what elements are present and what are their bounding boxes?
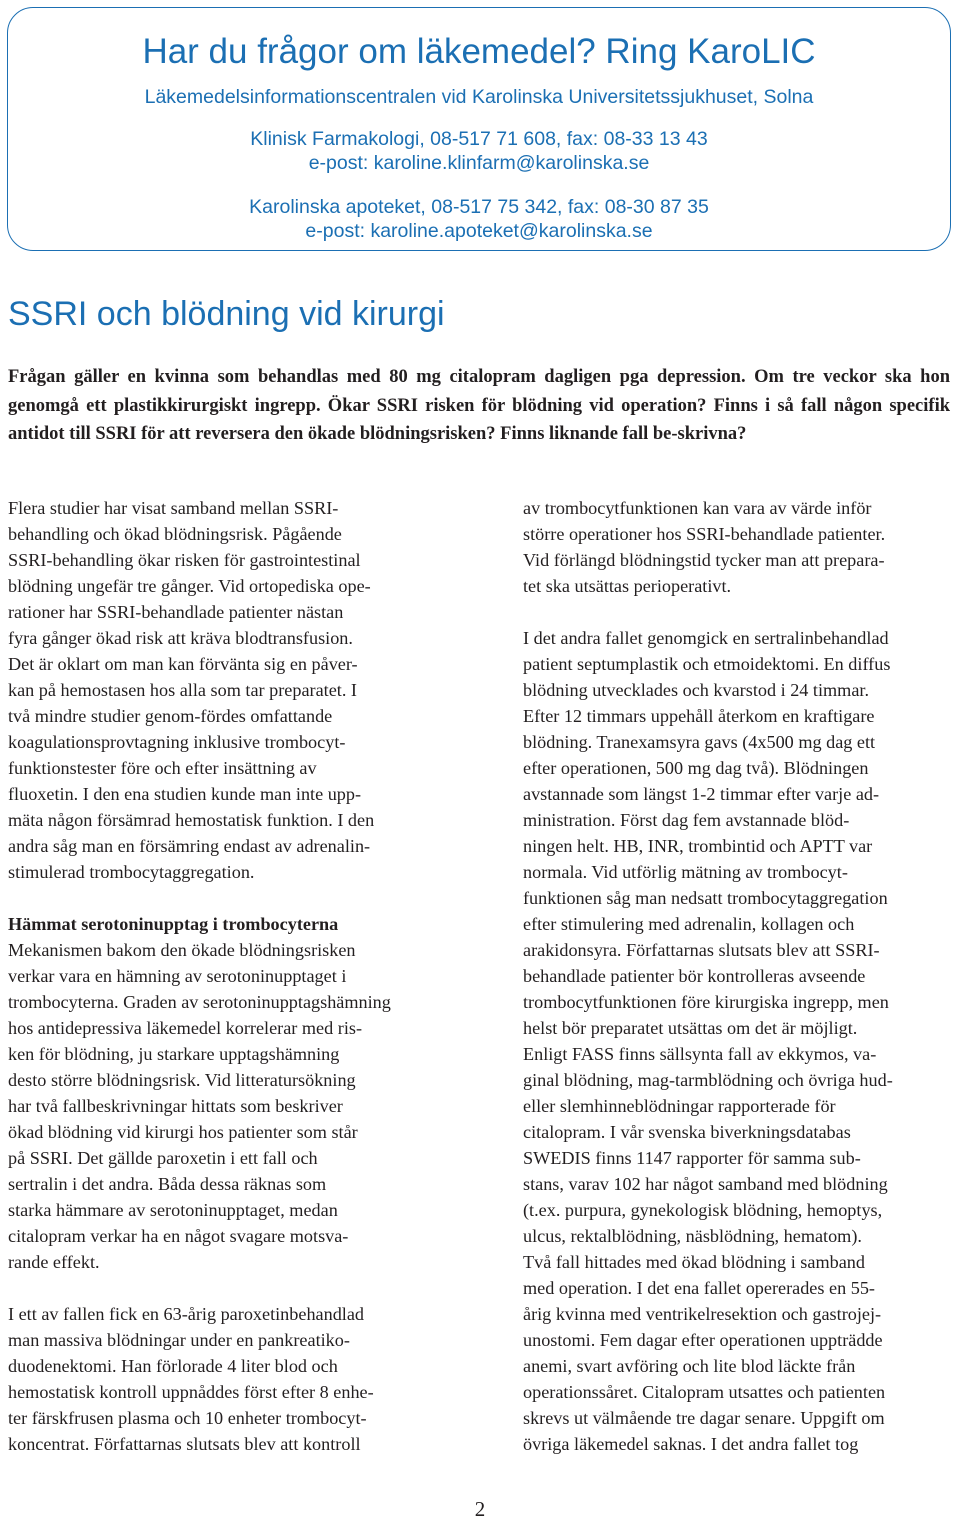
text-line: citalopram verkar ha en något svagare motsva- bbox=[8, 1226, 349, 1246]
text-line: behandlade patienter bör kontrolleras avseende bbox=[523, 966, 866, 986]
text-line: ter färskfrusen plasma och 10 enheter trombocyt- bbox=[8, 1408, 367, 1428]
text-line: andra såg man en försämring endast av adrenalin- bbox=[8, 836, 371, 856]
pharmacy-contact: Karolinska apoteket, 08-517 75 342, fax: 08-30 87 35 bbox=[249, 196, 709, 218]
text-line: större operationer hos SSRI-behandlade patienter. bbox=[523, 524, 886, 544]
text-line: unostomi. Fem dagar efter operationen uppträdde bbox=[523, 1330, 883, 1350]
text-line: funktionstester före och efter insättning av bbox=[8, 758, 317, 778]
text-line: koagulationsprovtagning inklusive trombocyt- bbox=[8, 732, 346, 752]
text-line: rande effekt. bbox=[8, 1252, 100, 1272]
text-line: starka hämmare av serotoninupptaget, medan bbox=[8, 1200, 338, 1220]
text-line: kan på hemostasen hos alla som tar preparatet. I bbox=[8, 680, 357, 700]
text-line: stans, varav 102 har något samband med blödning bbox=[523, 1174, 888, 1194]
text-line: patient septumplastik och etmoidektomi. En diffus bbox=[523, 654, 891, 674]
text-line: behandling och ökad blödningsrisk. Pågående bbox=[8, 524, 342, 544]
section-heading: Hämmat serotoninupptag i trombocyterna bbox=[8, 914, 339, 934]
text-line: duodenektomi. Han förlorade 4 liter blod och bbox=[8, 1356, 338, 1376]
text-line: med operation. I det ena fallet opererades en 55- bbox=[523, 1278, 875, 1298]
text-line: två mindre studier genom-fördes omfattande bbox=[8, 706, 333, 726]
text-line: ginal blödning, mag-tarmblödning och övriga hud- bbox=[523, 1070, 893, 1090]
text-line: (t.ex. purpura, gynekologisk blödning, hemoptys, bbox=[523, 1200, 883, 1220]
header-title: Har du frågor om läkemedel? Ring KaroLIC bbox=[142, 32, 816, 71]
text-line: ulcus, rektalblödning, näsblödning, hematom). bbox=[523, 1226, 862, 1246]
text-line: blödning. Tranexamsyra gavs (4x500 mg dag ett bbox=[523, 732, 876, 752]
text-line: har två fallbeskrivningar hittats som beskriver bbox=[8, 1096, 343, 1116]
text-line: SWEDIS finns 1147 rapporter för samma sub- bbox=[523, 1148, 861, 1168]
text-line: ökad blödning vid kirurgi hos patienter som står bbox=[8, 1122, 358, 1142]
left-paragraph-3 bbox=[8, 1301, 438, 1457]
text-line: efter operationen, 500 mg dag två). Blödningen bbox=[523, 758, 869, 778]
text-line: hos antidepressiva läkemedel korrelerar med ris- bbox=[8, 1018, 363, 1038]
text-line: Flera studier har visat samband mellan SSRI- bbox=[8, 498, 339, 518]
text-line: Mekanismen bakom den ökade blödningsrisken bbox=[8, 940, 356, 960]
text-line: blödning ungefär tre gånger. Vid ortopediska ope- bbox=[8, 576, 371, 596]
right-paragraph-1 bbox=[523, 495, 953, 599]
text-line: trombocyterna. Graden av serotoninupptagshämning bbox=[8, 992, 391, 1012]
header-subtitle: Läkemedelsinformationscentralen vid Karolinska Universitetssjukhuset, Solna bbox=[144, 86, 814, 108]
text-line: SSRI-behandling ökar risken för gastrointestinal bbox=[8, 550, 361, 570]
text-line: mäta någon försämrad hemostatisk funktion. I den bbox=[8, 810, 375, 830]
text-line: I det andra fallet genomgick en sertralinbehandlad bbox=[523, 628, 889, 648]
text-line: Vid förlängd blödningstid tycker man att prepara- bbox=[523, 550, 885, 570]
text-line: årig kvinna med ventrikelresektion och gastrojej- bbox=[523, 1304, 882, 1324]
text-line: blödning utvecklades och kvarstod i 24 timmar. bbox=[523, 680, 870, 700]
text-line: Det är oklart om man kan förvänta sig en påver- bbox=[8, 654, 358, 674]
page-title: SSRI och blödning vid kirurgi bbox=[8, 295, 445, 333]
text-line: arakidonsyra. Författarnas slutsats blev att SSRI- bbox=[523, 940, 880, 960]
text-line: operationssåret. Citalopram utsattes och patienten bbox=[523, 1382, 886, 1402]
text-line: övriga läkemedel saknas. I det andra fallet tog bbox=[523, 1434, 859, 1454]
left-paragraph-2 bbox=[8, 937, 438, 1275]
page-number: 2 bbox=[474, 1497, 486, 1521]
contact-info-box bbox=[7, 7, 951, 251]
text-line: fyra gånger ökad risk att kräva blodtransfusion. bbox=[8, 628, 353, 648]
text-line: rationer har SSRI-behandlade patienter nästan bbox=[8, 602, 344, 622]
text-line: tet ska utsättas perioperativt. bbox=[523, 576, 732, 596]
text-line: ministration. Först dag fem avstannade blöd- bbox=[523, 810, 850, 830]
right-column bbox=[523, 495, 953, 1457]
left-column bbox=[8, 495, 438, 1457]
paragraph-gap bbox=[8, 885, 438, 911]
text-line: I ett av fallen fick en 63-årig paroxetinbehandlad bbox=[8, 1304, 365, 1324]
text-line: skrevs ut välmående tre dagar senare. Uppgift om bbox=[523, 1408, 885, 1428]
pharmacology-email: e-post: karoline.klinfarm@karolinska.se bbox=[308, 152, 650, 174]
text-line: funktionen såg man nedsatt trombocytaggregation bbox=[523, 888, 888, 908]
text-line: man massiva blödningar under en pankreatiko- bbox=[8, 1330, 350, 1350]
text-line: normala. Vid utförlig mätning av trombocyt- bbox=[523, 862, 848, 882]
text-line: fluoxetin. I den ena studien kunde man inte upp- bbox=[8, 784, 362, 804]
text-line: sertralin i det andra. Båda dessa räknas som bbox=[8, 1174, 327, 1194]
text-line: Två fall hittades med ökad blödning i samband bbox=[523, 1252, 865, 1272]
text-line: desto större blödningsrisk. Vid litteratursökning bbox=[8, 1070, 356, 1090]
text-line: avstannade som längst 1-2 timmar efter varje ad- bbox=[523, 784, 880, 804]
text-line: på SSRI. Det gällde paroxetin i ett fall och bbox=[8, 1148, 318, 1168]
text-line: Efter 12 timmars uppehåll återkom en kraftigare bbox=[523, 706, 875, 726]
question-paragraph: Frågan gäller en kvinna som behandlas med 80 mg citalopram dagligen pga depression. Om tre veckor ska hon genomgå ett plastikkirurgiskt ingrepp. Ökar SSRI risken för blödning vid operation? Finns i så fall någon specifik antidot till SSRI för att reversera den ökade blödningsrisken? Finns liknande fall be-skrivna? bbox=[8, 367, 950, 444]
text-line: koncentrat. Författarnas slutsats blev att kontroll bbox=[8, 1434, 361, 1454]
text-line: av trombocytfunktionen kan vara av värde inför bbox=[523, 498, 872, 518]
text-line: ningen helt. HB, INR, trombintid och APTT var bbox=[523, 836, 873, 856]
text-line: anemi, svart avföring och lite blod läckte från bbox=[523, 1356, 856, 1376]
text-line: efter stimulering med adrenalin, kollagen och bbox=[523, 914, 855, 934]
text-line: trombocytfunktionen före kirurgiska ingrepp, men bbox=[523, 992, 889, 1012]
text-line: verkar vara en hämning av serotoninupptaget i bbox=[8, 966, 347, 986]
text-line: ken för blödning, ju starkare upptagshämning bbox=[8, 1044, 340, 1064]
paragraph-gap bbox=[8, 1275, 438, 1301]
right-paragraph-2 bbox=[523, 625, 953, 1457]
text-line: eller slemhinneblödningar rapporterade för bbox=[523, 1096, 836, 1116]
text-line: citalopram. I vår svenska biverkningsdatabas bbox=[523, 1122, 851, 1142]
text-line: helst bör preparatet utsättas om det är möjligt. bbox=[523, 1018, 858, 1038]
left-paragraph-1 bbox=[8, 495, 438, 885]
pharmacy-email: e-post: karoline.apoteket@karolinska.se bbox=[305, 220, 653, 242]
text-line: Enligt FASS finns sällsynta fall av ekkymos, va- bbox=[523, 1044, 877, 1064]
text-line: stimulerad trombocytaggregation. bbox=[8, 862, 255, 882]
pharmacology-contact: Klinisk Farmakologi, 08-517 71 608, fax: 08-33 13 43 bbox=[250, 128, 708, 150]
paragraph-gap bbox=[523, 599, 953, 625]
text-line: hemostatisk kontroll uppnåddes först efter 8 enhe- bbox=[8, 1382, 374, 1402]
